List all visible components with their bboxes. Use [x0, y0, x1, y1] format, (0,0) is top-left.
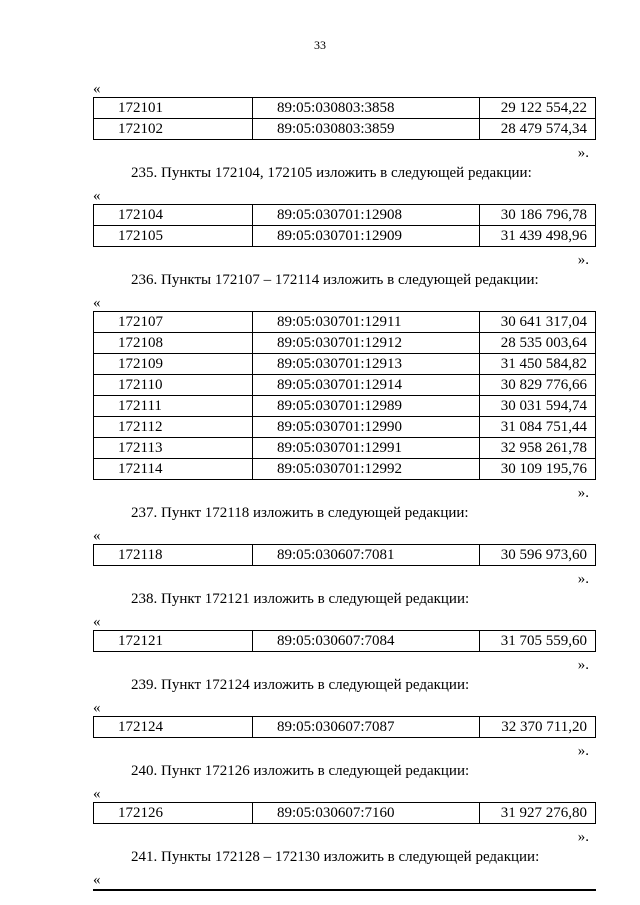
item-number-cell: 172121: [94, 631, 253, 652]
cadastral-number-cell: 89:05:030607:7160: [253, 803, 480, 824]
table-top-border: [93, 889, 596, 891]
parcel-table: [93, 204, 596, 247]
cadastral-number-cell: 89:05:030701:12908: [253, 205, 480, 226]
amendment-instruction: 235. Пункты 172104, 172105 изложить в следующей редакции:: [131, 165, 532, 181]
cadastral-value-cell: 31 084 751,44: [480, 417, 596, 438]
cadastral-number-cell: 89:05:030701:12989: [253, 396, 480, 417]
cadastral-number-cell: 89:05:030701:12912: [253, 333, 480, 354]
table-row: [94, 375, 596, 396]
cadastral-value-cell: 28 535 003,64: [480, 333, 596, 354]
parcel-table: [93, 311, 596, 480]
cadastral-value-cell: 30 829 776,66: [480, 375, 596, 396]
item-number-cell: 172105: [94, 226, 253, 247]
document-body: [93, 79, 596, 891]
cadastral-value-cell: 28 479 574,34: [480, 119, 596, 140]
cadastral-number-cell: 89:05:030701:12911: [253, 312, 480, 333]
cadastral-value-cell: 30 641 317,04: [480, 312, 596, 333]
table-row: [94, 717, 596, 738]
opening-quote: «: [93, 786, 101, 802]
table-row: [94, 417, 596, 438]
table-row: [94, 803, 596, 824]
item-number-cell: 172112: [94, 417, 253, 438]
cadastral-number-cell: 89:05:030607:7081: [253, 545, 480, 566]
opening-quote: «: [93, 188, 101, 204]
item-number-cell: 172118: [94, 545, 253, 566]
cadastral-value-cell: 32 370 711,20: [480, 717, 596, 738]
table-row: [94, 545, 596, 566]
item-number-cell: 172107: [94, 312, 253, 333]
cadastral-value-cell: 30 186 796,78: [480, 205, 596, 226]
cadastral-number-cell: 89:05:030701:12913: [253, 354, 480, 375]
opening-quote: «: [93, 295, 101, 311]
cadastral-number-cell: 89:05:030803:3858: [253, 98, 480, 119]
amendment-instruction: 236. Пункты 172107 – 172114 изложить в следующей редакции:: [131, 272, 539, 288]
item-number-cell: 172124: [94, 717, 253, 738]
cadastral-value-cell: 30 109 195,76: [480, 459, 596, 480]
amendment-instruction: 240. Пункт 172126 изложить в следующей редакции:: [131, 763, 470, 779]
closing-quote: ».: [577, 252, 589, 268]
opening-quote: «: [93, 528, 101, 544]
parcel-table: [93, 716, 596, 738]
amendment-instruction: 239. Пункт 172124 изложить в следующей редакции:: [131, 677, 470, 693]
item-number-cell: 172110: [94, 375, 253, 396]
opening-quote: «: [93, 872, 101, 888]
opening-quote: «: [93, 614, 101, 630]
item-number-cell: 172102: [94, 119, 253, 140]
item-number-cell: 172126: [94, 803, 253, 824]
parcel-table: [93, 97, 596, 140]
parcel-table: [93, 544, 596, 566]
cadastral-number-cell: 89:05:030701:12914: [253, 375, 480, 396]
cadastral-value-cell: 30 031 594,74: [480, 396, 596, 417]
item-number-cell: 172108: [94, 333, 253, 354]
cadastral-value-cell: 30 596 973,60: [480, 545, 596, 566]
page-number: 33: [314, 38, 326, 52]
table-row: [94, 205, 596, 226]
closing-quote: ».: [577, 145, 589, 161]
cadastral-number-cell: 89:05:030701:12909: [253, 226, 480, 247]
table-row: [94, 98, 596, 119]
table-row: [94, 333, 596, 354]
table-row: [94, 119, 596, 140]
table-row: [94, 459, 596, 480]
closing-quote: ».: [577, 657, 589, 673]
cadastral-value-cell: 32 958 261,78: [480, 438, 596, 459]
cadastral-number-cell: 89:05:030701:12990: [253, 417, 480, 438]
cadastral-number-cell: 89:05:030803:3859: [253, 119, 480, 140]
item-number-cell: 172104: [94, 205, 253, 226]
item-number-cell: 172111: [94, 396, 253, 417]
table-row: [94, 396, 596, 417]
cadastral-value-cell: 31 927 276,80: [480, 803, 596, 824]
item-number-cell: 172101: [94, 98, 253, 119]
cadastral-value-cell: 29 122 554,22: [480, 98, 596, 119]
table-row: [94, 354, 596, 375]
closing-quote: ».: [577, 571, 589, 587]
cadastral-number-cell: 89:05:030607:7087: [253, 717, 480, 738]
cadastral-value-cell: 31 705 559,60: [480, 631, 596, 652]
amendment-instruction: 238. Пункт 172121 изложить в следующей редакции:: [131, 591, 470, 607]
cadastral-number-cell: 89:05:030701:12991: [253, 438, 480, 459]
closing-quote: ».: [577, 743, 589, 759]
table-row: [94, 226, 596, 247]
item-number-cell: 172113: [94, 438, 253, 459]
item-number-cell: 172114: [94, 459, 253, 480]
item-number-cell: 172109: [94, 354, 253, 375]
table-row: [94, 631, 596, 652]
table-row: [94, 438, 596, 459]
amendment-instruction: 241. Пункты 172128 – 172130 изложить в следующей редакции:: [131, 849, 540, 865]
cadastral-value-cell: 31 439 498,96: [480, 226, 596, 247]
cadastral-number-cell: 89:05:030607:7084: [253, 631, 480, 652]
parcel-table: [93, 630, 596, 652]
opening-quote: «: [93, 81, 101, 97]
cadastral-number-cell: 89:05:030701:12992: [253, 459, 480, 480]
opening-quote: «: [93, 700, 101, 716]
closing-quote: ».: [577, 829, 589, 845]
amendment-instruction: 237. Пункт 172118 изложить в следующей редакции:: [131, 505, 469, 521]
table-row: [94, 312, 596, 333]
closing-quote: ».: [577, 485, 589, 501]
parcel-table: [93, 802, 596, 824]
cadastral-value-cell: 31 450 584,82: [480, 354, 596, 375]
